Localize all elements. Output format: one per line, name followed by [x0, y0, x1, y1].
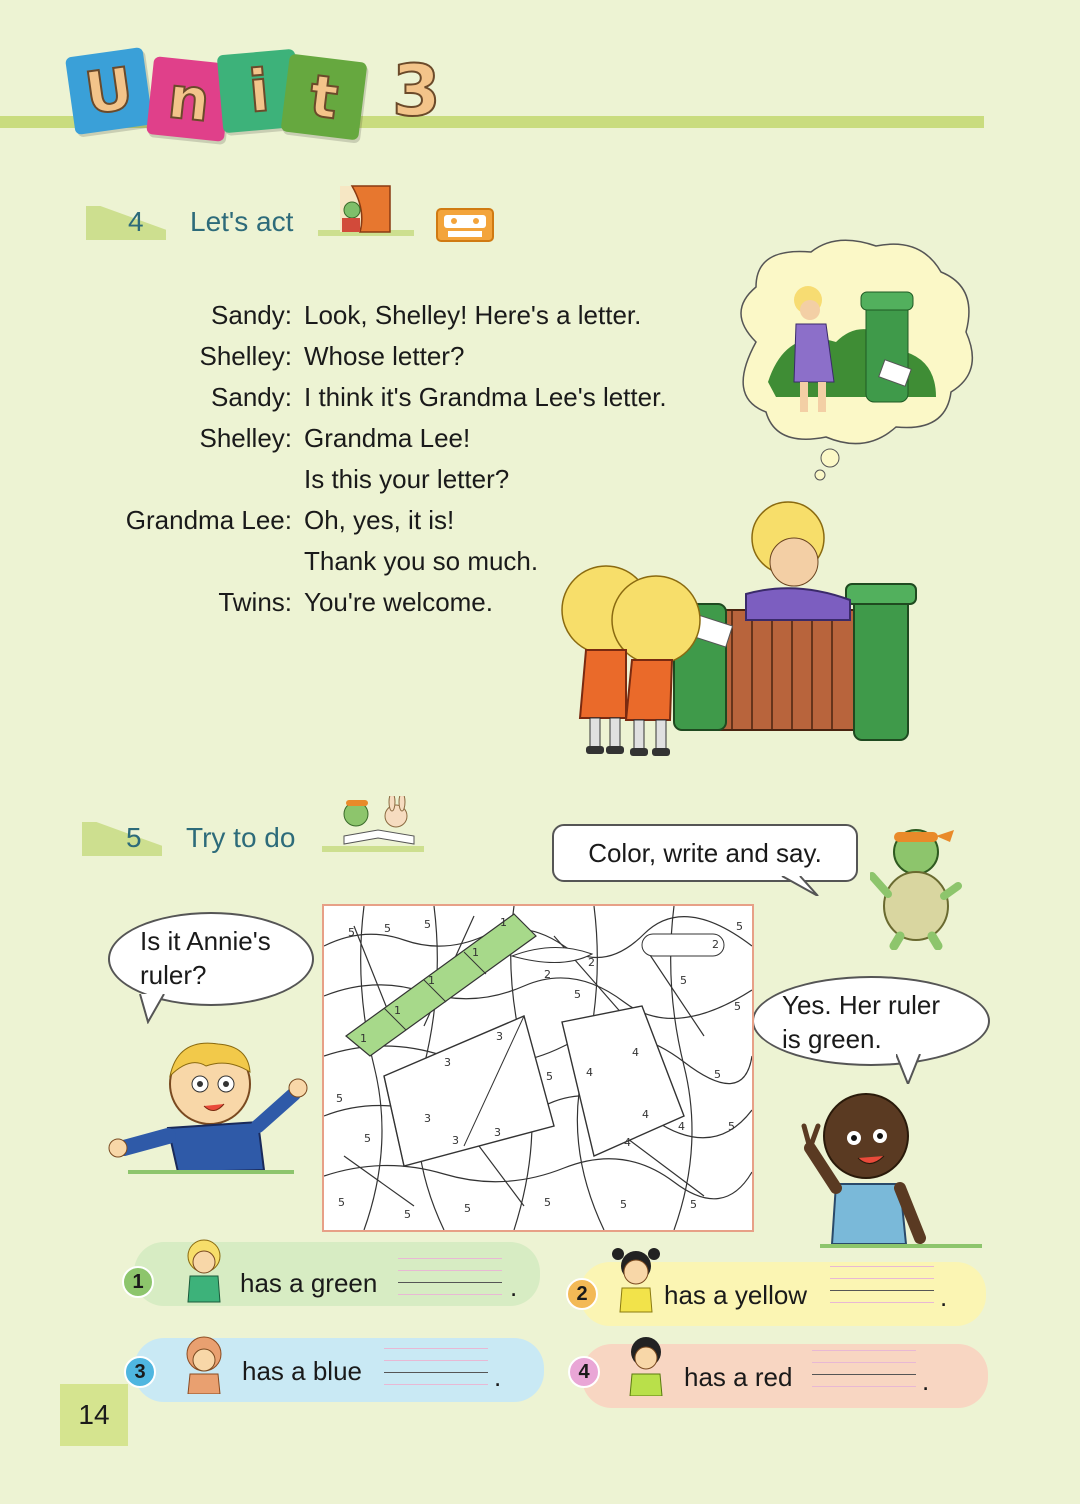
- speaker: Shelley:: [199, 423, 292, 453]
- svg-text:5: 5: [620, 1198, 627, 1211]
- unit-tile-t: t: [281, 54, 368, 141]
- unit-tile-u: U: [65, 47, 153, 135]
- svg-text:3: 3: [452, 1134, 459, 1147]
- exercise-1-end: .: [510, 1272, 518, 1302]
- exercise-3-blank[interactable]: [384, 1348, 488, 1384]
- question-bubble: [108, 912, 314, 1006]
- color-by-number-puzzle[interactable]: [322, 904, 754, 1232]
- svg-text:1: 1: [500, 916, 507, 929]
- svg-text:1: 1: [360, 1032, 367, 1045]
- answer-text-line2: is green.: [782, 1024, 882, 1054]
- exercise-2-end: .: [940, 1282, 948, 1312]
- speaker: Grandma Lee:: [125, 505, 292, 535]
- dialogue-row: [0, 382, 720, 422]
- svg-text:2: 2: [544, 968, 551, 981]
- question-bubble-tail: [136, 994, 166, 1024]
- line: You're welcome.: [304, 587, 493, 617]
- svg-text:1: 1: [428, 974, 435, 987]
- exercise-4-text: has a red: [684, 1362, 793, 1392]
- instruction-text: Color, write and say.: [588, 838, 822, 868]
- svg-text:4: 4: [586, 1066, 593, 1079]
- dialogue-row: [0, 341, 720, 381]
- exercise-1-text: has a green: [240, 1268, 378, 1298]
- dialogue-row: [0, 300, 720, 340]
- unit-tile-i: i: [217, 49, 302, 134]
- svg-text:2: 2: [712, 938, 719, 951]
- girl-with-pigtails-icon: [606, 1242, 666, 1314]
- svg-text:5: 5: [728, 1120, 735, 1133]
- svg-text:3: 3: [444, 1056, 451, 1069]
- svg-text:5: 5: [384, 922, 391, 935]
- cassette-icon[interactable]: [436, 208, 494, 242]
- thought-bubble-illustration: [716, 232, 984, 482]
- svg-text:5: 5: [364, 1132, 371, 1145]
- exercise-4-badge: 4: [568, 1356, 600, 1388]
- speaker: Twins:: [218, 587, 292, 617]
- question-text-line1: Is it Annie's: [140, 926, 271, 956]
- svg-text:5: 5: [546, 1070, 553, 1083]
- svg-text:4: 4: [624, 1136, 631, 1149]
- dialogue-row: [0, 464, 720, 504]
- exercise-2-text: has a yellow: [664, 1280, 808, 1310]
- page-number: 14: [60, 1384, 128, 1446]
- line: Thank you so much.: [304, 546, 539, 576]
- exercise-3-end: .: [494, 1362, 502, 1392]
- section-4-title: Let's act: [190, 206, 294, 237]
- boy-character: [108, 1032, 308, 1178]
- svg-text:1: 1: [394, 1004, 401, 1017]
- unit-number: 3: [392, 50, 441, 132]
- line: I think it's Grandma Lee's letter.: [304, 382, 667, 412]
- section-5-number: 5: [126, 822, 142, 853]
- answer-text-line1: Yes. Her ruler: [782, 990, 940, 1020]
- exercise-1-badge: 1: [122, 1266, 154, 1298]
- svg-text:5: 5: [680, 974, 687, 987]
- svg-text:3: 3: [494, 1126, 501, 1139]
- dialogue-row: [0, 423, 720, 463]
- svg-text:3: 3: [424, 1112, 431, 1125]
- answer-bubble: [752, 976, 990, 1066]
- line: Grandma Lee!: [304, 423, 471, 453]
- svg-text:5: 5: [690, 1198, 697, 1211]
- exercise-3-text: has a blue: [242, 1356, 362, 1386]
- line: Whose letter?: [304, 341, 465, 371]
- svg-text:5: 5: [424, 918, 431, 931]
- exercise-4-end: .: [922, 1366, 930, 1396]
- svg-text:5: 5: [736, 920, 743, 933]
- speaker: Shelley:: [199, 341, 292, 371]
- exercise-2-badge: 2: [566, 1278, 598, 1310]
- grandma-and-twins-illustration: [546, 500, 946, 764]
- curtain-icon: [338, 182, 392, 234]
- speaker: Sandy:: [211, 300, 292, 330]
- svg-text:4: 4: [632, 1046, 639, 1059]
- answer-bubble-tail: [896, 1054, 926, 1084]
- section-4-number: 4: [128, 206, 144, 237]
- svg-text:5: 5: [348, 926, 355, 939]
- section-4-tab: [86, 206, 166, 240]
- exercise-1-blank[interactable]: [398, 1258, 502, 1294]
- exercise-2-blank[interactable]: [830, 1266, 934, 1302]
- svg-text:5: 5: [336, 1092, 343, 1105]
- unit-tile-n: n: [146, 56, 232, 142]
- section-5-title: Try to do: [186, 822, 296, 853]
- line: Is this your letter?: [304, 464, 510, 494]
- girl-with-dark-hair-icon: [620, 1332, 672, 1396]
- svg-text:3: 3: [496, 1030, 503, 1043]
- reading-friends-icon: [334, 796, 424, 848]
- speaker: Sandy:: [211, 382, 292, 412]
- instruction-bubble: [552, 824, 858, 882]
- svg-text:5: 5: [338, 1196, 345, 1209]
- svg-text:5: 5: [734, 1000, 741, 1013]
- girl-with-red-hair-icon: [172, 1332, 230, 1394]
- svg-text:5: 5: [574, 988, 581, 1001]
- question-text-line2: ruler?: [140, 960, 207, 990]
- svg-text:5: 5: [544, 1196, 551, 1209]
- instruction-bubble-tail: [780, 876, 820, 896]
- section-5-tab: [82, 822, 162, 856]
- exercise-4-blank[interactable]: [812, 1350, 916, 1386]
- svg-text:1: 1: [472, 946, 479, 959]
- svg-text:4: 4: [678, 1120, 685, 1133]
- line: Oh, yes, it is!: [304, 505, 455, 535]
- svg-text:5: 5: [464, 1202, 471, 1215]
- turtle-character: [870, 824, 962, 950]
- line: Look, Shelley! Here's a letter.: [304, 300, 642, 330]
- svg-text:5: 5: [404, 1208, 411, 1221]
- svg-text:5: 5: [714, 1068, 721, 1081]
- svg-text:4: 4: [642, 1108, 649, 1121]
- second-boy-character: [796, 1088, 982, 1248]
- svg-text:2: 2: [588, 956, 595, 969]
- girl-with-blonde-hair-icon: [174, 1236, 232, 1304]
- exercise-3-badge: 3: [124, 1356, 156, 1388]
